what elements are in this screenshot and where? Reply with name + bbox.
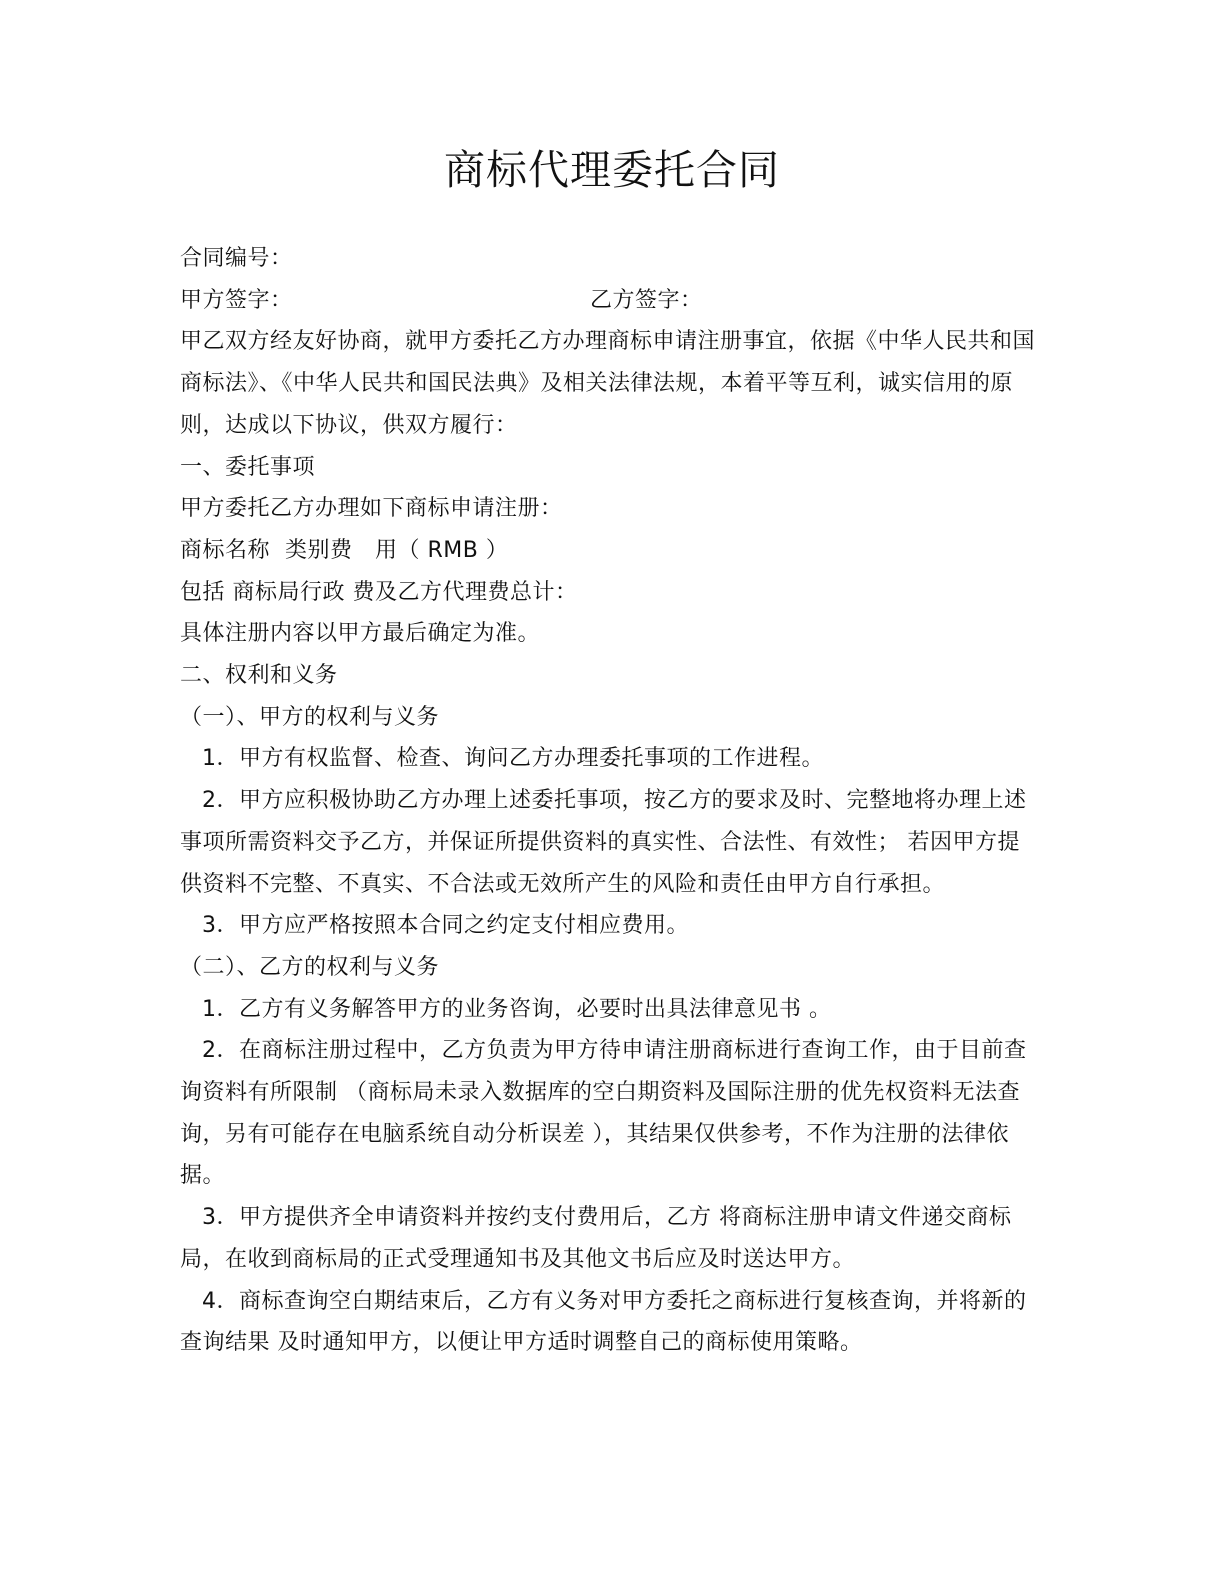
- contract-number-label: 合同编号：: [180, 246, 293, 271]
- party-a-clause-3: 3．甲方应严格按照本合同之约定支付相应费用。: [202, 913, 689, 939]
- party-a-clause-2-text: 2．甲方应积极协助乙方办理上述委托事项，按乙方的要求及时、完整地将办理上述事项所需资料交予乙方，并保证所提供资料的真实性、合法性、有效性； 若因甲方提供资料不完整、不真实、不合法或无效所产生的风险和责任由甲方自行承担。: [180, 788, 1027, 897]
- party-b-clause-3: [180, 1197, 1040, 1280]
- preamble-paragraph: 甲乙双方经友好协商，就甲方委托乙方办理商标申请注册事宜，依据《中华人民共和国商标法》、《中华人民共和国民法典》及相关法律法规，本着平等互利，诚实信用的原则，达成以下协议，供双方履行：: [180, 329, 1036, 438]
- final-confirmation-line: 具体注册内容以甲方最后确定为准。: [180, 621, 541, 647]
- fee-total-line: 包括 商标局行政 费及乙方代理费总计：: [180, 579, 578, 605]
- document-title: 商标代理委托合同: [444, 146, 780, 194]
- party-a-signature-label: 甲方签字：: [180, 287, 293, 313]
- document-body: [180, 238, 1040, 1364]
- section-heading-entrusted-matters: 一、委托事项: [180, 454, 316, 480]
- subsection-heading-party-a: （一）、甲方的权利与义务: [180, 704, 440, 730]
- party-b-clause-4-text: 4．商标查询空白期结束后，乙方有义务对甲方委托之商标进行复核查询，并将新的查询结果 及时通知甲方，以便让甲方适时调整自己的商标使用策略。: [180, 1288, 1027, 1356]
- party-b-clause-2-text: 2．在商标注册过程中，乙方负责为甲方待申请注册商标进行查询工作，由于目前查询资料有所限制 （商标局未录入数据库的空白期资料及国际注册的优先权资料无法查询，另有可能存在电脑系统自动分析误差 ），其结果仅供参考，不作为注册的法律依据。: [180, 1038, 1027, 1189]
- party-a-clause-1: 1．甲方有权监督、检查、询问乙方办理委托事项的工作进程。: [202, 746, 824, 772]
- entrusted-matters-line: 甲方委托乙方办理如下商标申请注册：: [180, 496, 563, 522]
- section-heading-rights-obligations: 二、权利和义务: [180, 663, 338, 689]
- party-b-clause-3-text: 3．甲方提供齐全申请资料并按约支付费用后，乙方 将商标注册申请文件递交商标局，在收到商标局的正式受理通知书及其他文书后应及时送达甲方。: [180, 1205, 1012, 1272]
- party-b-clause-4: [180, 1281, 1040, 1364]
- signature-row: [180, 280, 1040, 322]
- party-b-clause-1: 1．乙方有义务解答甲方的业务咨询，必要时出具法律意见书 。: [202, 996, 832, 1022]
- subsection-heading-party-b: （二）、乙方的权利与义务: [180, 954, 440, 980]
- party-b-clause-2: [180, 1030, 1040, 1197]
- trademark-fee-header-line: 商标名称 类别费 用（ RMB ）: [180, 537, 509, 563]
- party-b-signature-label: 乙方签字：: [590, 287, 703, 313]
- party-a-clause-2: [180, 780, 1040, 905]
